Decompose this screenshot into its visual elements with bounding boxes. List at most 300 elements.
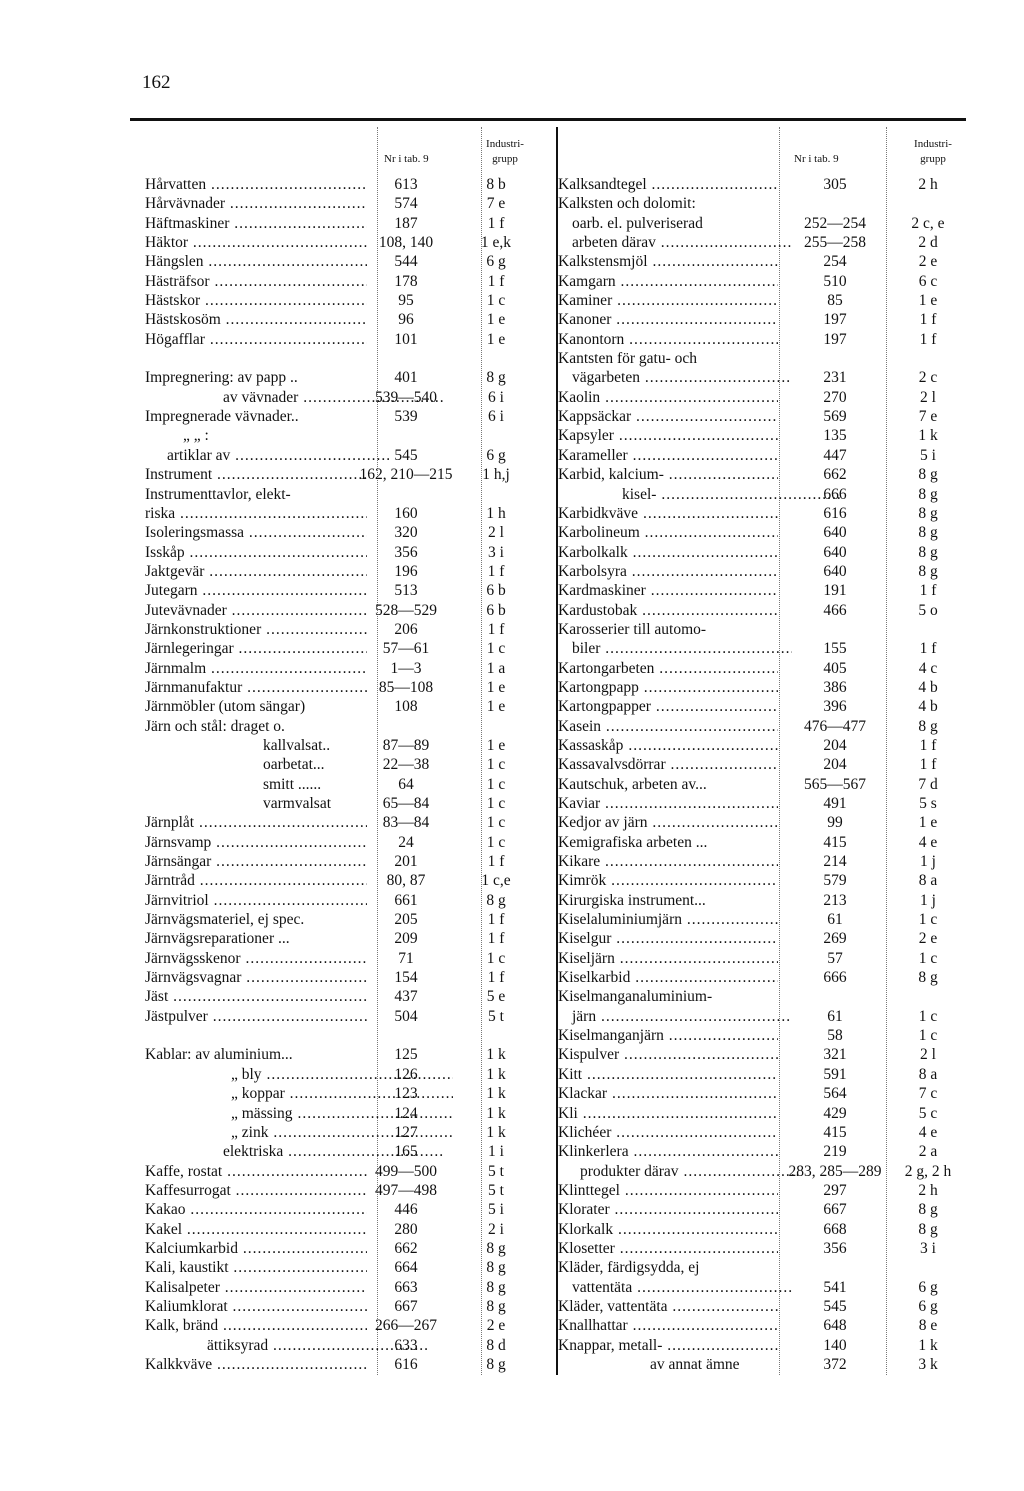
- index-entry: [558, 446, 968, 465]
- index-entry: [558, 1336, 968, 1355]
- right-rows: [558, 175, 968, 1374]
- table-number: 135: [823, 427, 847, 445]
- table-number: 178: [394, 272, 418, 290]
- table-number: 528—529: [375, 601, 437, 619]
- industry-group: 1 e: [486, 698, 506, 716]
- index-entry: [558, 1297, 968, 1316]
- index-entry: [130, 871, 550, 890]
- nr-header: Nr i tab. 9: [384, 153, 429, 165]
- top-rule: [130, 118, 966, 121]
- table-number: 126: [394, 1065, 418, 1083]
- industry-group: 2 e: [486, 1317, 506, 1335]
- table-number: 613: [394, 176, 418, 193]
- entry-term: Hårvävnader .....: [145, 194, 367, 213]
- table-number: 640: [823, 543, 847, 561]
- industry-group: 1 k: [486, 1046, 506, 1064]
- entry-term: Kappsäckar .....: [558, 407, 778, 426]
- table-number: 196: [394, 562, 418, 580]
- table-number: 662: [394, 1239, 418, 1257]
- table-number: 61: [827, 911, 843, 929]
- entry-term: Järnmalm .....: [145, 659, 367, 678]
- entry-term: Kitt .....: [558, 1065, 778, 1084]
- industry-group: 1 i: [488, 1143, 504, 1161]
- industry-group: 1 f: [487, 853, 505, 871]
- index-entry: [558, 272, 968, 291]
- industry-group: 6 g: [486, 446, 506, 464]
- index-entry: [130, 1162, 550, 1181]
- table-number: 219: [823, 1143, 847, 1161]
- column-header: [130, 135, 550, 175]
- table-number: 579: [823, 872, 847, 890]
- table-number: 415: [823, 1123, 847, 1141]
- industry-group: 1 k: [486, 1123, 506, 1141]
- entry-term: Järnvägsmateriel, ej spec.: [145, 911, 305, 929]
- industry-group: 2 e: [918, 930, 938, 948]
- entry-term: Järnvägsvagnar .....: [145, 968, 367, 987]
- table-number: 491: [823, 795, 847, 812]
- entry-term: Impregnering: av papp ..: [145, 369, 298, 387]
- table-number: 125: [394, 1046, 418, 1064]
- index-entry: [130, 736, 550, 755]
- table-number: 564: [823, 1085, 847, 1103]
- entry-term: Häftmaskiner .....: [145, 214, 367, 233]
- index-entry: [130, 987, 550, 1006]
- entry-term: Jäst .....: [145, 987, 367, 1006]
- industry-group: 1 f: [487, 911, 505, 929]
- entry-term: varmvalsat: [263, 795, 332, 812]
- table-number: 539—540: [375, 388, 437, 406]
- index-entry: [130, 523, 550, 542]
- entry-term: Järnplåt .....: [145, 813, 367, 832]
- table-number: 87—89: [382, 736, 430, 754]
- entry-term: Klichéer .....: [558, 1123, 778, 1142]
- right-index-column: [558, 135, 968, 1374]
- index-entry: [130, 581, 550, 600]
- entry-term: Kläder, färdigsydda, ej: [558, 1259, 700, 1277]
- index-entry: [558, 1258, 968, 1277]
- index-entry: [558, 233, 968, 252]
- table-number: 61: [827, 1007, 843, 1025]
- entry-term: Högafflar .....: [145, 330, 367, 349]
- industry-group: 3 i: [488, 543, 504, 561]
- table-number: 127: [394, 1123, 418, 1141]
- entry-term: vägarbeten .....: [558, 368, 792, 387]
- index-entry: [130, 1200, 550, 1219]
- index-entry: [558, 581, 968, 600]
- entry-term: Kalksandtegel .....: [558, 175, 778, 194]
- entry-term: Jutegarn .....: [145, 581, 367, 600]
- table-number: 255—258: [804, 234, 866, 252]
- industry-group: 2 l: [920, 1046, 936, 1064]
- table-number: 58: [827, 1027, 843, 1045]
- entry-term: Karbolsyra .....: [558, 562, 778, 581]
- entry-term: Kanoner .....: [558, 310, 778, 329]
- entry-term: Kali, kaustikt .....: [145, 1258, 367, 1277]
- entry-term: Hängslen .....: [145, 252, 367, 271]
- index-entry: [558, 833, 968, 852]
- index-entry: [130, 1297, 550, 1316]
- entry-term: Kartongarbeten .....: [558, 659, 778, 678]
- entry-term: Järntråd .....: [145, 871, 367, 890]
- industry-group: 1 k: [486, 1065, 506, 1083]
- table-number: 574: [394, 195, 418, 213]
- industry-group: 1 c: [486, 833, 506, 851]
- table-number: 197: [823, 330, 847, 348]
- entry-term: Kaffe, rostat .....: [145, 1162, 367, 1181]
- industry-group: 8 g: [918, 969, 938, 987]
- entry-term: Karosserier till automo-: [558, 620, 707, 638]
- index-entry: [130, 755, 550, 774]
- industry-group: 1 k: [918, 1336, 938, 1354]
- industry-group: 2 i: [488, 1220, 504, 1238]
- industry-group: 4 c: [918, 659, 938, 677]
- industry-group: 1 k: [486, 1104, 506, 1122]
- industry-group: 1 e: [486, 330, 506, 348]
- index-entry: [130, 1045, 550, 1064]
- index-entry: [558, 562, 968, 581]
- industry-group: 2 e: [918, 253, 938, 271]
- table-number: 466: [823, 601, 847, 619]
- industry-group: 4 e: [918, 1123, 938, 1141]
- industry-group: 8 g: [486, 891, 506, 909]
- industry-group: 8 g: [918, 562, 938, 580]
- page-number: 162: [142, 72, 171, 93]
- table-number: 254: [823, 253, 847, 271]
- industry-group: 8 g: [918, 1201, 938, 1219]
- index-entry: [558, 368, 968, 387]
- table-number: 197: [823, 311, 847, 329]
- table-number: 616: [394, 1355, 418, 1373]
- entry-term: Jutevävnader .....: [145, 601, 367, 620]
- entry-term: Klorater .....: [558, 1200, 778, 1219]
- table-number: 633: [394, 1336, 418, 1354]
- industry-group: 8 g: [486, 1278, 506, 1296]
- entry-term: kisel- .....: [558, 485, 842, 504]
- table-number: 476—477: [804, 717, 866, 735]
- nr-header: Nr i tab. 9: [794, 153, 839, 165]
- table-number: 209: [394, 930, 418, 948]
- entry-term: Knallhattar .....: [558, 1316, 778, 1335]
- index-entry: [130, 1355, 550, 1374]
- index-entry: [558, 717, 968, 736]
- entry-term: Järnsvamp .....: [145, 833, 367, 852]
- industry-group: 6 g: [918, 1278, 938, 1296]
- index-entry: [558, 775, 968, 794]
- table-number: 356: [394, 543, 418, 561]
- industry-group: 1 j: [920, 853, 936, 871]
- index-entry: [558, 349, 968, 368]
- entry-term: Kispulver .....: [558, 1045, 778, 1064]
- industry-group: 2 h: [918, 176, 938, 193]
- industry-group: 5 e: [486, 988, 506, 1006]
- table-number: 667: [394, 1297, 418, 1315]
- table-number: 565—567: [804, 775, 866, 793]
- entry-term: Kiseljärn .....: [558, 949, 778, 968]
- table-number: 206: [394, 620, 418, 638]
- index-entry: [130, 968, 550, 987]
- index-entry: [558, 465, 968, 484]
- index-entry: [558, 407, 968, 426]
- table-number: 415: [823, 833, 847, 851]
- table-number: 305: [823, 176, 847, 193]
- index-entry: [130, 1084, 550, 1103]
- index-entry: [130, 368, 550, 387]
- industry-group: 2 c: [918, 369, 938, 387]
- industry-group: 8 a: [918, 872, 938, 890]
- table-number: 83—84: [382, 814, 430, 832]
- entry-term: Kasein .....: [558, 717, 778, 736]
- index-entry: [558, 813, 968, 832]
- industry-group: 1 f: [487, 562, 505, 580]
- industry-group: 1 c: [918, 1007, 938, 1025]
- index-entry: [558, 659, 968, 678]
- table-number: 204: [823, 736, 847, 754]
- index-entry: [558, 252, 968, 271]
- table-number: 95: [398, 292, 414, 310]
- table-number: 386: [823, 678, 847, 696]
- industry-group: 5 s: [919, 795, 937, 812]
- entry-term: av vävnader .....: [145, 388, 445, 407]
- entry-term: Kalkstensmjöl .....: [558, 252, 778, 271]
- index-entry: [558, 968, 968, 987]
- industry-group: 1 c: [918, 911, 938, 929]
- index-entry: [130, 659, 550, 678]
- industry-group: 1 f: [919, 311, 937, 329]
- table-number: 396: [823, 698, 847, 716]
- index-entry: [558, 755, 968, 774]
- entry-term: kallvalsat..: [263, 736, 331, 754]
- index-entry: [558, 910, 968, 929]
- industry-group: 8 g: [486, 1259, 506, 1277]
- entry-term: Klosetter .....: [558, 1239, 778, 1258]
- entry-term: Kaliumklorat .....: [145, 1297, 367, 1316]
- industry-group: 1 e: [918, 814, 938, 832]
- entry-term: Jaktgevär .....: [145, 562, 367, 581]
- index-entry: [130, 175, 550, 194]
- industry-group: 1 f: [487, 930, 505, 948]
- entry-term: Kalisalpeter .....: [145, 1278, 367, 1297]
- table-number: 204: [823, 756, 847, 774]
- industry-group: 1 c: [486, 949, 506, 967]
- index-entry: [558, 1045, 968, 1064]
- industry-group: 1 c,e: [481, 872, 511, 890]
- industry-group: 1 e: [486, 678, 506, 696]
- entry-term: Järnsängar .....: [145, 852, 367, 871]
- index-entry: [130, 697, 550, 716]
- industry-group: 1 e: [486, 311, 506, 329]
- entry-term: Kiselmanganjärn .....: [558, 1026, 778, 1045]
- industry-group: 6 i: [488, 408, 504, 426]
- table-number: 372: [823, 1355, 847, 1373]
- table-number: 162, 210—215: [359, 466, 453, 484]
- entry-term: Kamgarn .....: [558, 272, 778, 291]
- industry-group: 1 f: [919, 756, 937, 774]
- table-number: 499—500: [375, 1162, 437, 1180]
- table-number: 24: [398, 833, 414, 851]
- entry-term: Karbolineum .....: [558, 523, 778, 542]
- industry-group: 7 e: [486, 195, 506, 213]
- industry-group: 5 t: [488, 1007, 504, 1025]
- table-number: 446: [394, 1201, 418, 1219]
- table-number: 545: [394, 446, 418, 464]
- index-entry: [130, 407, 550, 426]
- industry-group: 4 e: [918, 833, 938, 851]
- entry-term: Kaviar .....: [558, 794, 778, 813]
- industry-group: 6 b: [486, 601, 506, 619]
- index-entry: [130, 1239, 550, 1258]
- industry-group: 1 f: [919, 736, 937, 754]
- index-entry: [558, 794, 968, 813]
- entry-term: Kiselmanganaluminium-: [558, 988, 713, 1006]
- index-entry: [130, 1181, 550, 1200]
- industry-group: 1 c: [486, 292, 506, 310]
- index-entry: [130, 678, 550, 697]
- industry-group: 1 k: [486, 1085, 506, 1103]
- table-number: 80, 87: [386, 872, 426, 890]
- table-number: 57—61: [382, 640, 430, 658]
- industry-group: 8 e: [918, 1317, 938, 1335]
- entry-term: oarbetat...: [263, 756, 325, 774]
- industry-group: 3 i: [920, 1239, 936, 1257]
- industry-group: 1 f: [487, 272, 505, 290]
- table-number: 22—38: [382, 756, 430, 774]
- entry-term: Kalkkväve .....: [145, 1355, 367, 1374]
- index-entry: [130, 1123, 550, 1142]
- index-entry: [130, 1316, 550, 1335]
- industry-group: 5 t: [488, 1181, 504, 1199]
- entry-term: biler .....: [558, 639, 792, 658]
- index-entry: [558, 1181, 968, 1200]
- table-number: 231: [823, 369, 847, 387]
- entry-term: Klinkerlera .....: [558, 1142, 778, 1161]
- industrigrupp-header: [475, 137, 535, 167]
- entry-term: Kemigrafiska arbeten ...: [558, 833, 708, 851]
- industry-group: 5 t: [488, 1162, 504, 1180]
- index-entry: [558, 504, 968, 523]
- table-number: 640: [823, 524, 847, 542]
- entry-term: Kablar: av aluminium...: [145, 1046, 293, 1064]
- industry-group: 1 f: [919, 640, 937, 658]
- entry-term: artiklar av .....: [145, 446, 389, 465]
- index-entry: [130, 775, 550, 794]
- table-number: 108: [394, 698, 418, 716]
- industry-group: 7 e: [918, 408, 938, 426]
- industry-group: 5 i: [488, 1201, 504, 1219]
- entry-term: Instrumenttavlor, elekt-: [145, 485, 291, 503]
- entry-term: Kimrök .....: [558, 871, 778, 890]
- table-number: 123: [394, 1085, 418, 1103]
- table-number: 283, 285—289: [788, 1162, 882, 1180]
- table-number: 504: [394, 1007, 418, 1025]
- industry-group: 1 f: [919, 330, 937, 348]
- index-entry: [130, 504, 550, 523]
- entry-term: Kakao .....: [145, 1200, 367, 1219]
- industry-group: 8 g: [918, 717, 938, 735]
- index-entry: [130, 349, 550, 368]
- index-entry: [130, 543, 550, 562]
- index-entry: [558, 194, 968, 213]
- table-number: 661: [394, 891, 418, 909]
- entry-term: Kaffesurrogat .....: [145, 1181, 367, 1200]
- table-number: 320: [394, 524, 418, 542]
- table-number: 155: [823, 640, 847, 658]
- table-number: 429: [823, 1104, 847, 1122]
- entry-term: Järnvägsskenor .....: [145, 949, 367, 968]
- table-number: 662: [823, 466, 847, 484]
- index-entry: [130, 813, 550, 832]
- industry-group: 8 g: [918, 1220, 938, 1238]
- industry-group: 6 g: [918, 1297, 938, 1315]
- table-number: 497—498: [375, 1181, 437, 1199]
- industry-group: 1 e: [918, 292, 938, 310]
- industry-group: 8 g: [486, 369, 506, 387]
- entry-term: Häktor .....: [145, 233, 367, 252]
- index-entry: [130, 330, 550, 349]
- index-entry: [130, 910, 550, 929]
- entry-term: „ mässing .....: [145, 1104, 453, 1123]
- index-entry: [558, 1220, 968, 1239]
- table-number: 108, 140: [378, 234, 434, 252]
- entry-term: Kautschuk, arbeten av...: [558, 775, 707, 793]
- table-number: 140: [823, 1336, 847, 1354]
- index-entry: [558, 291, 968, 310]
- entry-term: Järnmanufaktur .....: [145, 678, 367, 697]
- table-number: 65—84: [382, 795, 430, 812]
- index-entry: [558, 1065, 968, 1084]
- industry-group: 1 f: [919, 582, 937, 600]
- entry-term: av annat ämne: [650, 1355, 740, 1373]
- index-entry: [130, 310, 550, 329]
- entry-term: Klinttegel .....: [558, 1181, 778, 1200]
- industry-group: 8 g: [486, 1297, 506, 1315]
- entry-term: Järnmöbler (utom sängar): [145, 698, 306, 716]
- table-number: 541: [823, 1278, 847, 1296]
- entry-term: Instrument .....: [145, 465, 367, 484]
- entry-term: Kanontorn .....: [558, 330, 778, 349]
- index-entry: [130, 1007, 550, 1026]
- entry-term: Jästpulver .....: [145, 1007, 367, 1026]
- entry-term: Kedjor av järn .....: [558, 813, 778, 832]
- entry-term: „ zink .....: [145, 1123, 453, 1142]
- entry-term: Kalciumkarbid .....: [145, 1239, 367, 1258]
- index-entry: [558, 1316, 968, 1335]
- entry-term: vattentäta .....: [558, 1278, 792, 1297]
- index-entry: [130, 929, 550, 948]
- table-number: 616: [823, 504, 847, 522]
- table-number: 154: [394, 969, 418, 987]
- entry-term: Kassavalvsdörrar .....: [558, 755, 778, 774]
- table-number: 640: [823, 562, 847, 580]
- index-entry: [558, 175, 968, 194]
- entry-term: Isskåp .....: [145, 543, 367, 562]
- table-number: 280: [394, 1220, 418, 1238]
- table-number: 252—254: [804, 214, 866, 232]
- entry-term: Kartongpapp .....: [558, 678, 778, 697]
- grupp-label: grupp: [492, 153, 518, 165]
- table-number: 437: [394, 988, 418, 1006]
- table-number: 213: [823, 891, 847, 909]
- table-number: 64: [398, 775, 414, 793]
- index-entry: [558, 1104, 968, 1123]
- index-entry: [558, 852, 968, 871]
- index-entry: [130, 891, 550, 910]
- entry-term: Järn och stål: draget o.: [145, 717, 285, 735]
- industry-group: 1 c: [486, 795, 506, 812]
- table-number: 85: [827, 292, 843, 310]
- industry-group: 1 c: [486, 756, 506, 774]
- entry-term: Kakel .....: [145, 1220, 367, 1239]
- table-number: 266—267: [375, 1317, 437, 1335]
